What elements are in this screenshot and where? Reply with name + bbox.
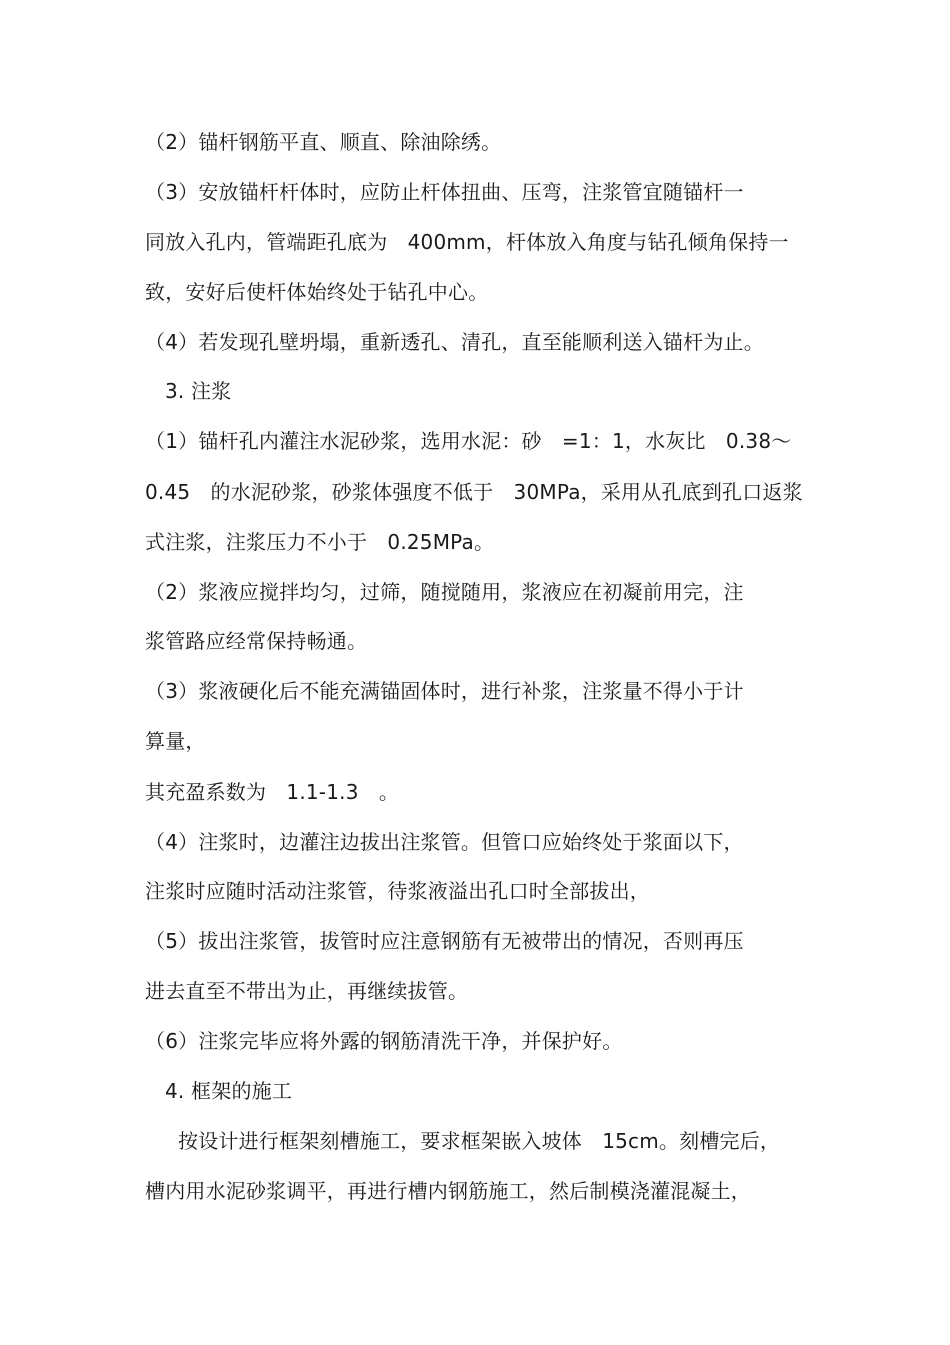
text-line: 致，安好后使杆体始终处于钻孔中心。 bbox=[145, 280, 489, 304]
text-line: 槽内用水泥砂浆调平，再进行槽内钢筋施工，然后制模浇灌混凝土， bbox=[145, 1179, 751, 1203]
text-line: 进去直至不带出为止，再继续拔管。 bbox=[145, 979, 469, 1003]
text-line: （4）注浆时，边灌注边拔出注浆管。但管口应始终处于浆面以下， bbox=[145, 830, 744, 854]
text-line: （2）锚杆钢筋平直、顺直、除油除绣。 bbox=[145, 130, 502, 154]
text-line: 式注浆，注浆压力不小于 0.25MPa。 bbox=[145, 530, 495, 554]
text-line: （1）锚杆孔内灌注水泥砂浆，选用水泥：砂 =1：1，水灰比 0.38～ bbox=[145, 429, 792, 453]
text-line: 按设计进行框架刻槽施工，要求框架嵌入坡体 15cm。刻槽完后， bbox=[178, 1129, 781, 1153]
text-line: （5）拔出注浆管，拔管时应注意钢筋有无被带出的情况，否则再压 bbox=[145, 929, 744, 953]
text-line: （3）浆液硬化后不能充满锚固体时，进行补浆，注浆量不得小于计 bbox=[145, 679, 744, 703]
section-heading: 4. 框架的施工 bbox=[165, 1079, 293, 1103]
text-line: 浆管路应经常保持畅通。 bbox=[145, 629, 368, 653]
text-line: 同放入孔内，管端距孔底为 400mm，杆体放入角度与钻孔倾角保持一 bbox=[145, 230, 789, 254]
text-line: （2）浆液应搅拌均匀，过筛，随搅随用，浆液应在初凝前用完，注 bbox=[145, 580, 744, 604]
text-line: 算量， bbox=[145, 729, 206, 753]
text-line: 注浆时应随时活动注浆管，待浆液溢出孔口时全部拔出， bbox=[145, 879, 650, 903]
text-line: （6）注浆完毕应将外露的钢筋清洗干净，并保护好。 bbox=[145, 1029, 623, 1053]
section-heading: 3. 注浆 bbox=[165, 379, 232, 403]
text-line: （4）若发现孔壁坍塌，重新透孔、清孔，直至能顺利送入锚杆为止。 bbox=[145, 330, 764, 354]
text-line: 0.45 的水泥砂浆，砂浆体强度不低于 30MPa，采用从孔底到孔口返浆 bbox=[145, 480, 803, 504]
text-line: 其充盈系数为 1.1-1.3 。 bbox=[145, 780, 400, 804]
text-line: （3）安放锚杆杆体时，应防止杆体扭曲、压弯，注浆管宜随锚杆一 bbox=[145, 180, 744, 204]
